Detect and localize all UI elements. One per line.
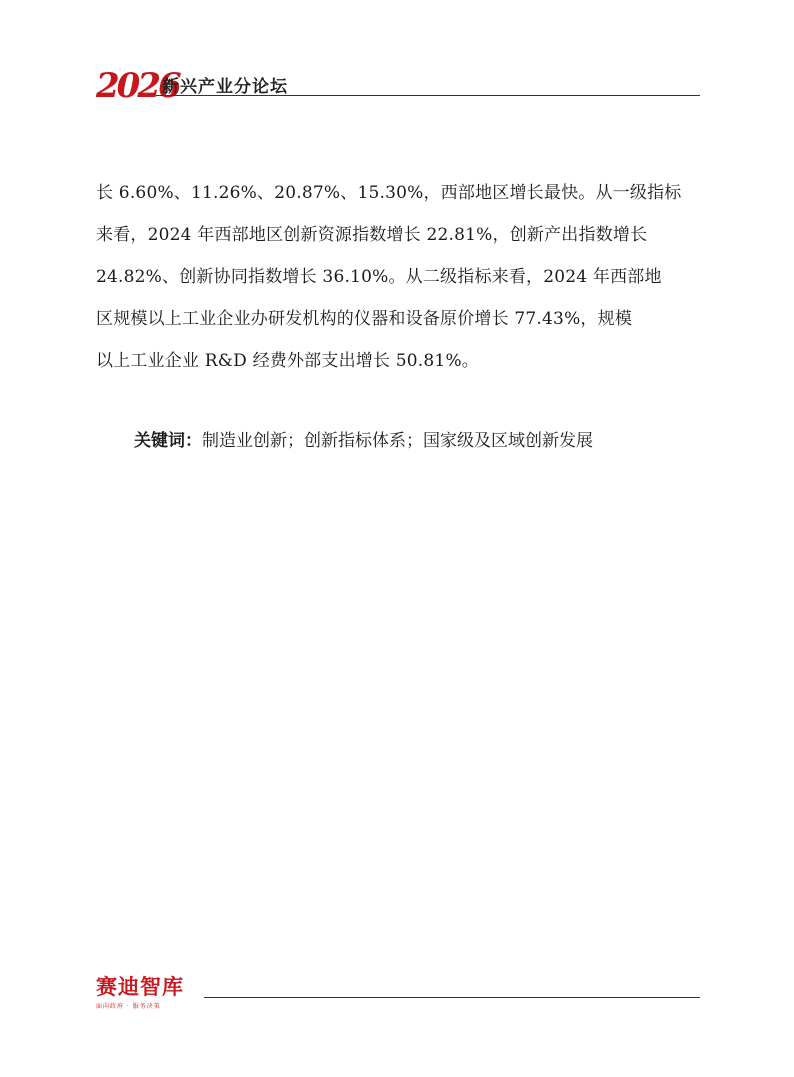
header-divider bbox=[156, 95, 700, 96]
body-paragraph bbox=[96, 172, 700, 382]
keywords-label: 关键词： bbox=[134, 431, 202, 451]
ccid-think-tank-logo: 赛迪智库 bbox=[96, 975, 184, 999]
page-footer bbox=[96, 975, 700, 1015]
forum-logo: 2026 bbox=[96, 66, 179, 106]
keywords bbox=[134, 420, 700, 462]
paragraph-line: 长 6.60%、11.26%、20.87%、15.30%，西部地区增长最快。从一级指标 bbox=[96, 183, 682, 203]
header-title: 新兴产业分论坛 bbox=[162, 77, 288, 97]
paragraph-line: 24.82%、创新协同指数增长 36.10%。从二级指标来看，2024 年西部地 bbox=[96, 267, 662, 287]
footer-slogan: 面向政府 · 服务决策 bbox=[96, 1003, 161, 1010]
keywords-text: 制造业创新；创新指标体系；国家级及区域创新发展 bbox=[202, 431, 593, 451]
page-header bbox=[96, 66, 700, 112]
paragraph-line: 区规模以上工业企业办研发机构的仪器和设备原价增长 77.43%，规模 bbox=[96, 309, 633, 329]
footer-divider bbox=[204, 997, 700, 998]
paragraph-line: 以上工业企业 R&D 经费外部支出增长 50.81%。 bbox=[96, 351, 479, 371]
paragraph-line: 来看，2024 年西部地区创新资源指数增长 22.81%，创新产出指数增长 bbox=[96, 225, 648, 245]
